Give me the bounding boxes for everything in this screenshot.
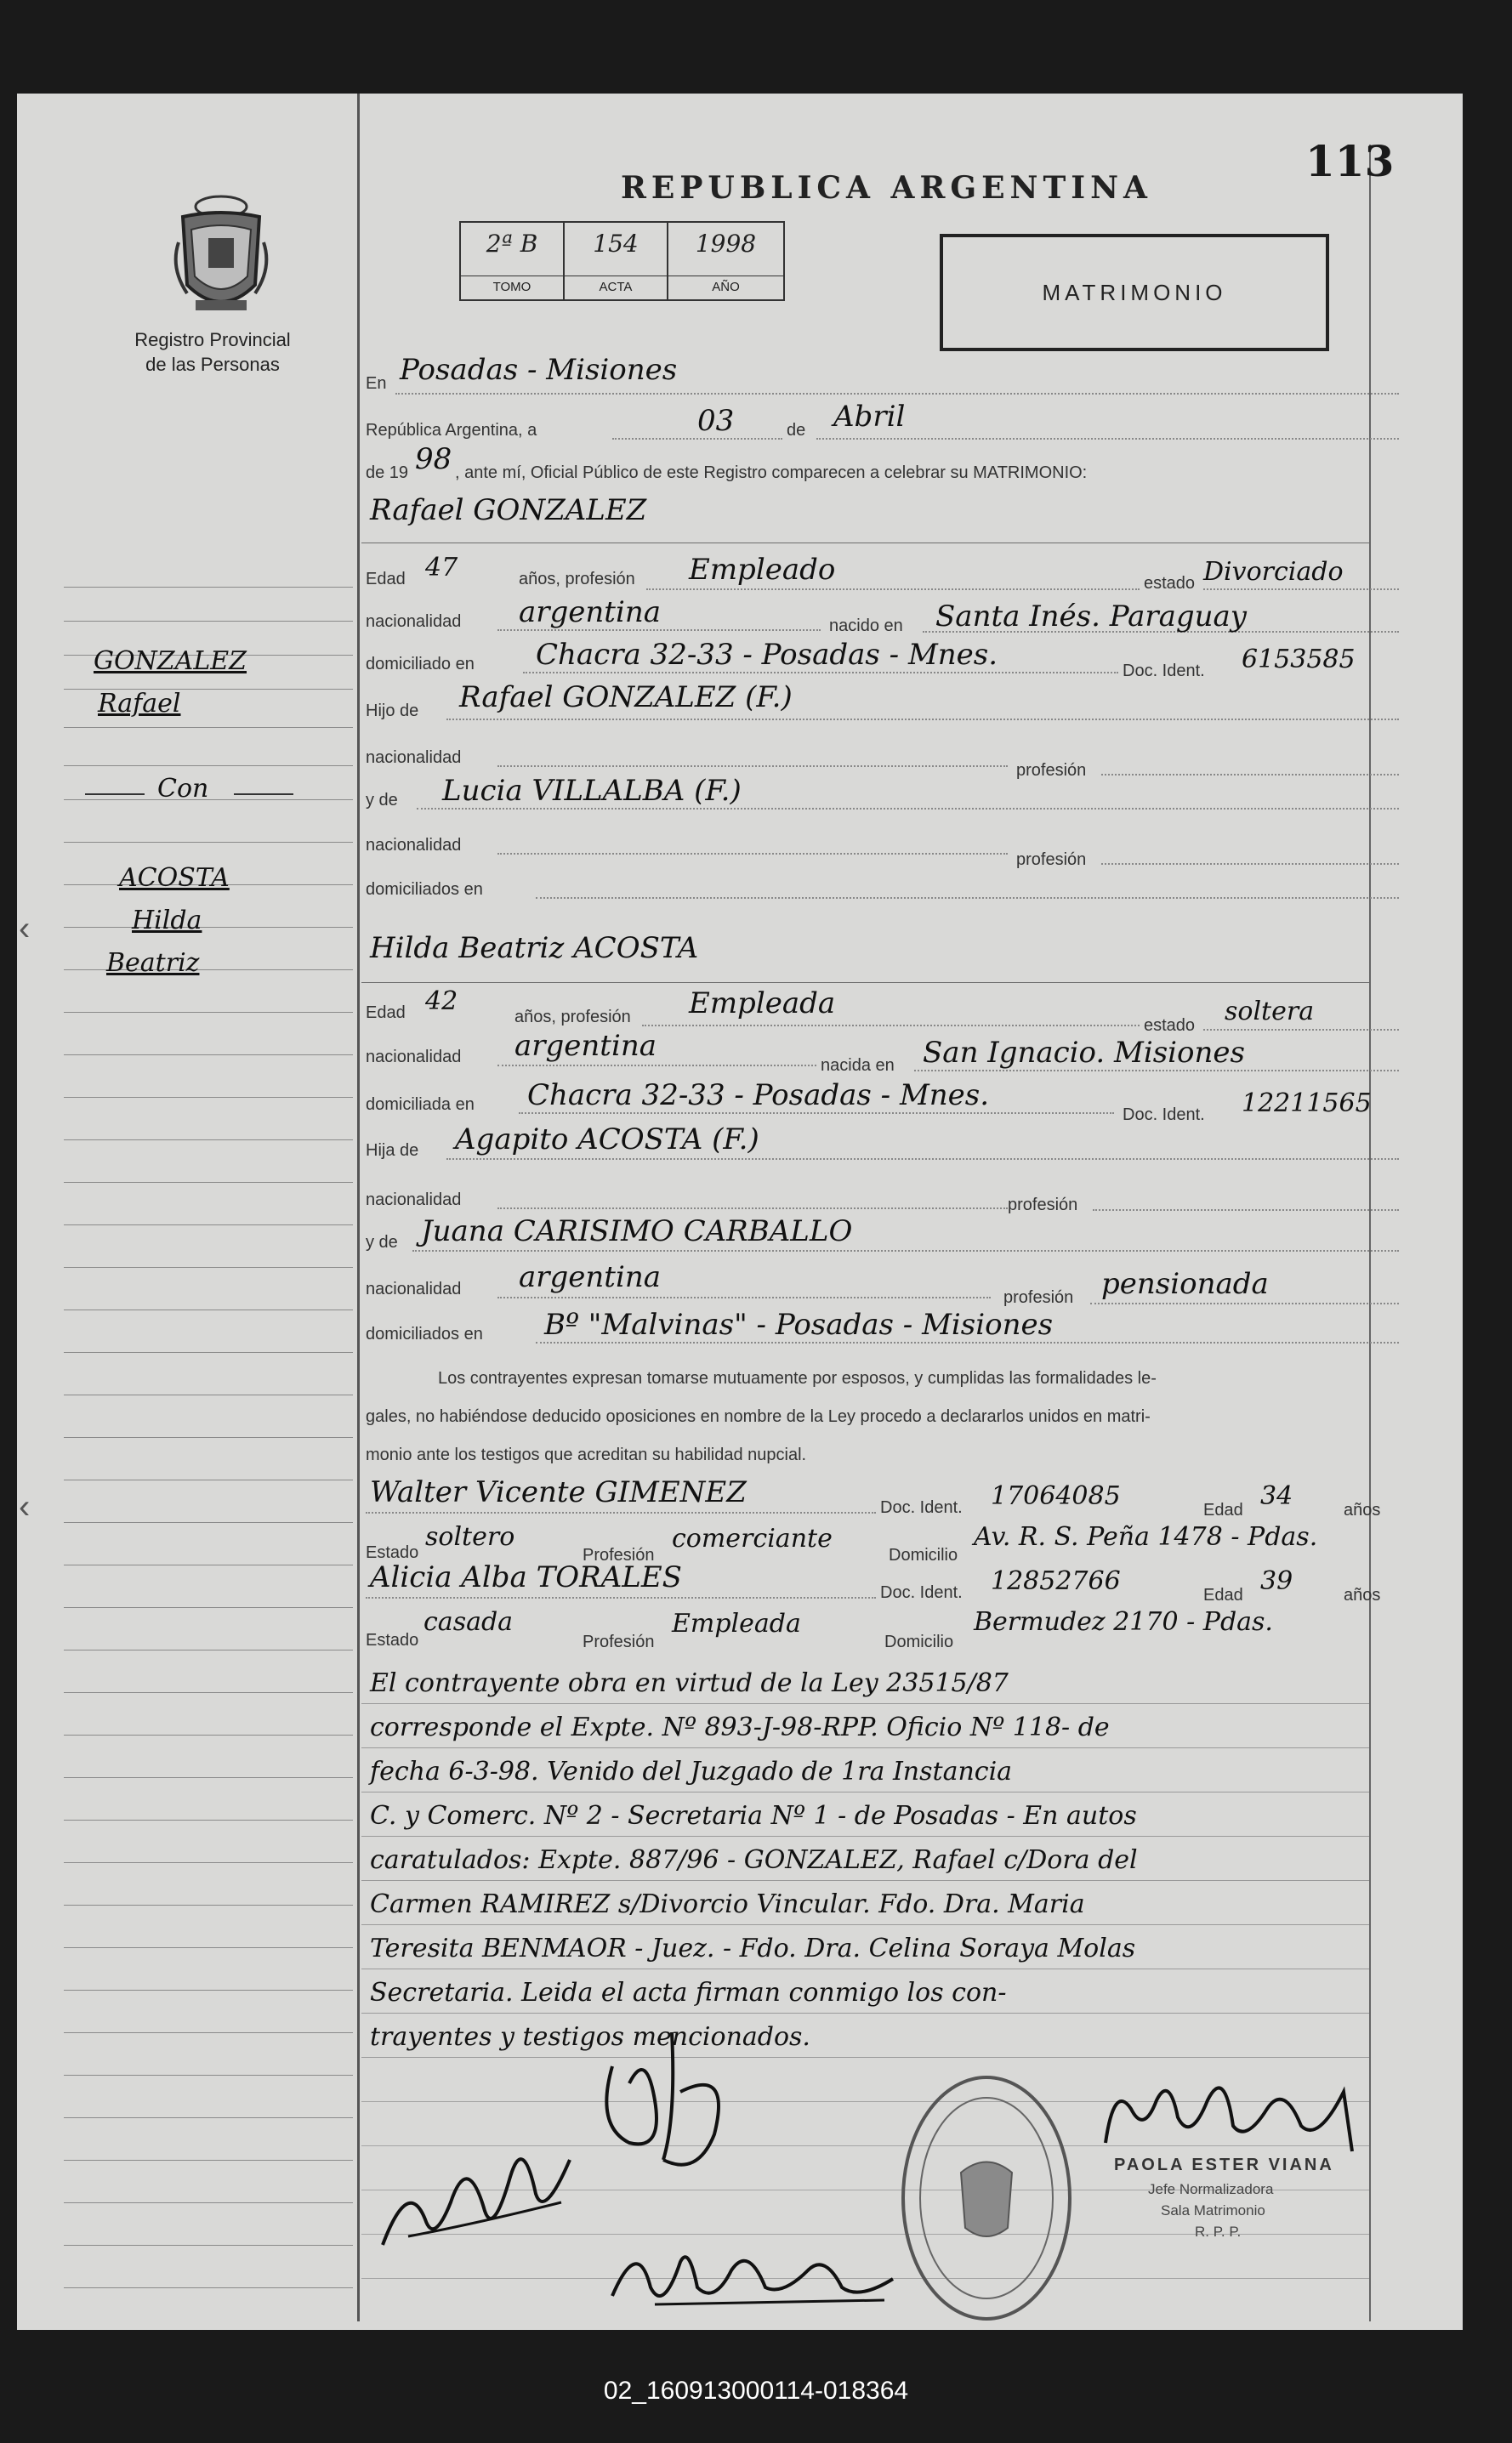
- bride-mother-nationality: argentina: [519, 1260, 662, 1294]
- provincial-coat-of-arms-icon: [166, 191, 276, 319]
- label-domiciliada-en: domiciliada en: [366, 1095, 475, 1114]
- bride-mother: Juana CARISIMO CARBALLO: [421, 1214, 853, 1248]
- official-seal-icon: [897, 2071, 1076, 2326]
- label-profesion: profesión: [1016, 850, 1087, 869]
- witness-signature-icon: [604, 2219, 910, 2321]
- label-en: En: [366, 374, 387, 393]
- bride-doc: 12211565: [1242, 1088, 1372, 1118]
- document-id: 02_160913000114-018364: [603, 2377, 909, 2405]
- groom-address: Chacra 32-33 - Posadas - Mnes.: [536, 638, 998, 672]
- ceremony-place: Posadas - Misiones: [400, 353, 678, 387]
- ano-value: 1998: [695, 230, 757, 258]
- label-nacionalidad: nacionalidad: [366, 836, 462, 855]
- registry-name: Registro Provincial de las Personas: [134, 329, 291, 375]
- label-nacido-en: nacido en: [829, 616, 903, 635]
- ceremony-year: 98: [415, 442, 452, 476]
- label-y-de: y de: [366, 1233, 398, 1252]
- register-page: [17, 94, 1463, 2330]
- margin-surname-bride: ACOSTA: [119, 863, 230, 893]
- label-edad: Edad: [366, 570, 406, 588]
- note-line: fecha 6-3-98. Venido del Juzgado de 1ra Instancia: [370, 1757, 1013, 1787]
- witness2-age: 39: [1260, 1566, 1293, 1596]
- book-reference-table: [459, 221, 785, 301]
- certificate-type-box: MATRIMONIO: [940, 234, 1329, 351]
- label-anos-profesion: años, profesión: [519, 570, 635, 588]
- witness2-profession: Empleada: [672, 1609, 801, 1639]
- note-line: Secretaria. Leida el acta firman conmigo los con-: [370, 1978, 1007, 2008]
- groom-mother: Lucia VILLALBA (F.): [442, 774, 742, 808]
- label-edad: Edad: [1203, 1586, 1243, 1605]
- witness1-age: 34: [1260, 1481, 1293, 1511]
- margin-second-name-bride: Beatriz: [106, 948, 200, 978]
- label-doc-ident: Doc. Ident.: [1123, 662, 1205, 680]
- label-profesion: Profesión: [583, 1546, 655, 1565]
- label-hija-de: Hija de: [366, 1141, 419, 1160]
- margin-con: Con: [157, 774, 209, 804]
- groom-status: Divorciado: [1203, 557, 1344, 587]
- official-office: R. P. P.: [1195, 2224, 1242, 2240]
- bride-age: 42: [425, 986, 458, 1016]
- label-nacionalidad: nacionalidad: [366, 1048, 462, 1066]
- official-name: PAOLA ESTER VIANA: [1114, 2156, 1334, 2174]
- witness1-status: soltero: [425, 1522, 515, 1552]
- label-estado: Estado: [366, 1543, 419, 1562]
- acta-label: ACTA: [565, 276, 667, 294]
- label-edad: Edad: [366, 1003, 406, 1022]
- label-estado: estado: [1144, 1016, 1196, 1035]
- label-de: de: [787, 421, 806, 440]
- label-profesion: Profesión: [583, 1633, 655, 1651]
- label-anos-profesion: años, profesión: [514, 1008, 631, 1026]
- label-profesion: profesión: [1016, 761, 1087, 780]
- label-domiciliado-en: domiciliado en: [366, 655, 475, 673]
- bride-status: soltera: [1225, 997, 1315, 1026]
- label-doc-ident: Doc. Ident.: [880, 1583, 963, 1602]
- margin-tick: ‹: [19, 910, 31, 947]
- groom-name: Rafael GONZALEZ: [370, 493, 647, 527]
- witness1-address: Av. R. S. Peña 1478 - Pdas.: [974, 1522, 1318, 1552]
- label-edad: Edad: [1203, 1501, 1243, 1520]
- note-line: trayentes y testigos mencionados.: [370, 2022, 810, 2052]
- margin-tick: ‹: [19, 1488, 31, 1525]
- tomo-value: 2ª B: [486, 230, 538, 258]
- label-doc-ident: Doc. Ident.: [1123, 1105, 1205, 1124]
- label-domicilio: Domicilio: [889, 1546, 958, 1565]
- bride-birthplace: San Ignacio. Misiones: [923, 1036, 1245, 1070]
- witness2-address: Bermudez 2170 - Pdas.: [974, 1607, 1273, 1637]
- label-nacionalidad: nacionalidad: [366, 612, 462, 631]
- bride-signature-icon: [578, 2015, 774, 2202]
- label-anos: años: [1344, 1586, 1381, 1605]
- label-republica: República Argentina, a: [366, 421, 537, 440]
- note-line: Teresita BENMAOR - Juez. - Fdo. Dra. Celina Soraya Molas: [370, 1934, 1136, 1963]
- witness1-name: Walter Vicente GIMENEZ: [370, 1475, 747, 1509]
- ceremony-month: Abril: [833, 400, 906, 434]
- label-estado: estado: [1144, 574, 1196, 593]
- note-line: corresponde el Expte. Nº 893-J-98-RPP. Oficio Nº 118- de: [370, 1713, 1110, 1742]
- witness2-status: casada: [423, 1607, 514, 1637]
- official-department: Sala Matrimonio: [1161, 2202, 1265, 2219]
- body-text-line2: gales, no habiéndose deducido oposiciones en nombre de la Ley procedo a declararlos unidos en matri-: [366, 1407, 1151, 1426]
- note-line: Carmen RAMIREZ s/Divorcio Vincular. Fdo. Dra. Maria: [370, 1889, 1085, 1919]
- official-signature-icon: [1097, 2049, 1378, 2168]
- label-anos: años: [1344, 1501, 1381, 1520]
- note-line: caratulados: Expte. 887/96 - GONZALEZ, Rafael c/Dora del: [370, 1845, 1138, 1875]
- note-line: El contrayente obra en virtud de la Ley 23515/87: [370, 1668, 1009, 1698]
- witness2-name: Alicia Alba TORALES: [370, 1560, 682, 1594]
- official-title: Jefe Normalizadora: [1148, 2181, 1274, 2197]
- acta-value: 154: [593, 230, 639, 258]
- ceremony-day: 03: [697, 404, 735, 438]
- label-nacionalidad: nacionalidad: [366, 748, 462, 767]
- groom-doc: 6153585: [1242, 645, 1356, 674]
- bride-mother-profession: pensionada: [1101, 1267, 1269, 1301]
- label-hijo-de: Hijo de: [366, 702, 419, 720]
- witness1-profession: comerciante: [672, 1524, 833, 1554]
- groom-profession: Empleado: [689, 553, 836, 587]
- label-nacionalidad: nacionalidad: [366, 1190, 462, 1209]
- bride-profession: Empleada: [689, 986, 836, 1020]
- label-de-anio: de 19: [366, 463, 409, 482]
- label-estado: Estado: [366, 1631, 419, 1650]
- groom-birthplace: Santa Inés. Paraguay: [935, 599, 1247, 633]
- margin-name-groom: Rafael: [98, 689, 181, 719]
- label-ante: , ante mí, Oficial Público de este Registro comparecen a celebrar su MATRIMONIO:: [455, 463, 1088, 482]
- margin-name-bride: Hilda: [132, 906, 202, 935]
- bride-parents-address: Bº "Malvinas" - Posadas - Misiones: [544, 1308, 1054, 1342]
- label-doc-ident: Doc. Ident.: [880, 1498, 963, 1517]
- label-domiciliados-en: domiciliados en: [366, 1325, 483, 1344]
- label-y-de: y de: [366, 791, 398, 810]
- bride-address: Chacra 32-33 - Posadas - Mnes.: [527, 1078, 990, 1112]
- tomo-label: TOMO: [461, 276, 563, 294]
- groom-nationality: argentina: [519, 595, 662, 629]
- label-nacida-en: nacida en: [821, 1056, 895, 1075]
- groom-father: Rafael GONZALEZ (F.): [459, 680, 793, 714]
- ano-label: AÑO: [668, 276, 783, 294]
- note-line: C. y Comerc. Nº 2 - Secretaria Nº 1 - de Posadas - En autos: [370, 1801, 1137, 1831]
- witness1-doc: 17064085: [991, 1481, 1121, 1511]
- label-profesion: profesión: [1008, 1196, 1078, 1214]
- label-domiciliados-en: domiciliados en: [366, 880, 483, 899]
- body-text-line3: monio ante los testigos que acreditan su habilidad nupcial.: [366, 1446, 807, 1464]
- bride-father: Agapito ACOSTA (F.): [455, 1122, 759, 1156]
- label-profesion: profesión: [1003, 1288, 1074, 1307]
- groom-age: 47: [425, 553, 458, 582]
- label-nacionalidad: nacionalidad: [366, 1280, 462, 1298]
- folio-number: 113: [1305, 136, 1395, 186]
- label-domicilio: Domicilio: [884, 1633, 954, 1651]
- body-text-line1: Los contrayentes expresan tomarse mutuamente por esposos, y cumplidas las formalidades le-: [438, 1369, 1157, 1388]
- witness2-doc: 12852766: [991, 1566, 1121, 1596]
- margin-surname-groom: GONZALEZ: [94, 646, 247, 676]
- bride-nationality: argentina: [514, 1029, 657, 1063]
- country-title: REPUBLICA ARGENTINA: [621, 170, 1152, 206]
- bride-name: Hilda Beatriz ACOSTA: [370, 931, 699, 965]
